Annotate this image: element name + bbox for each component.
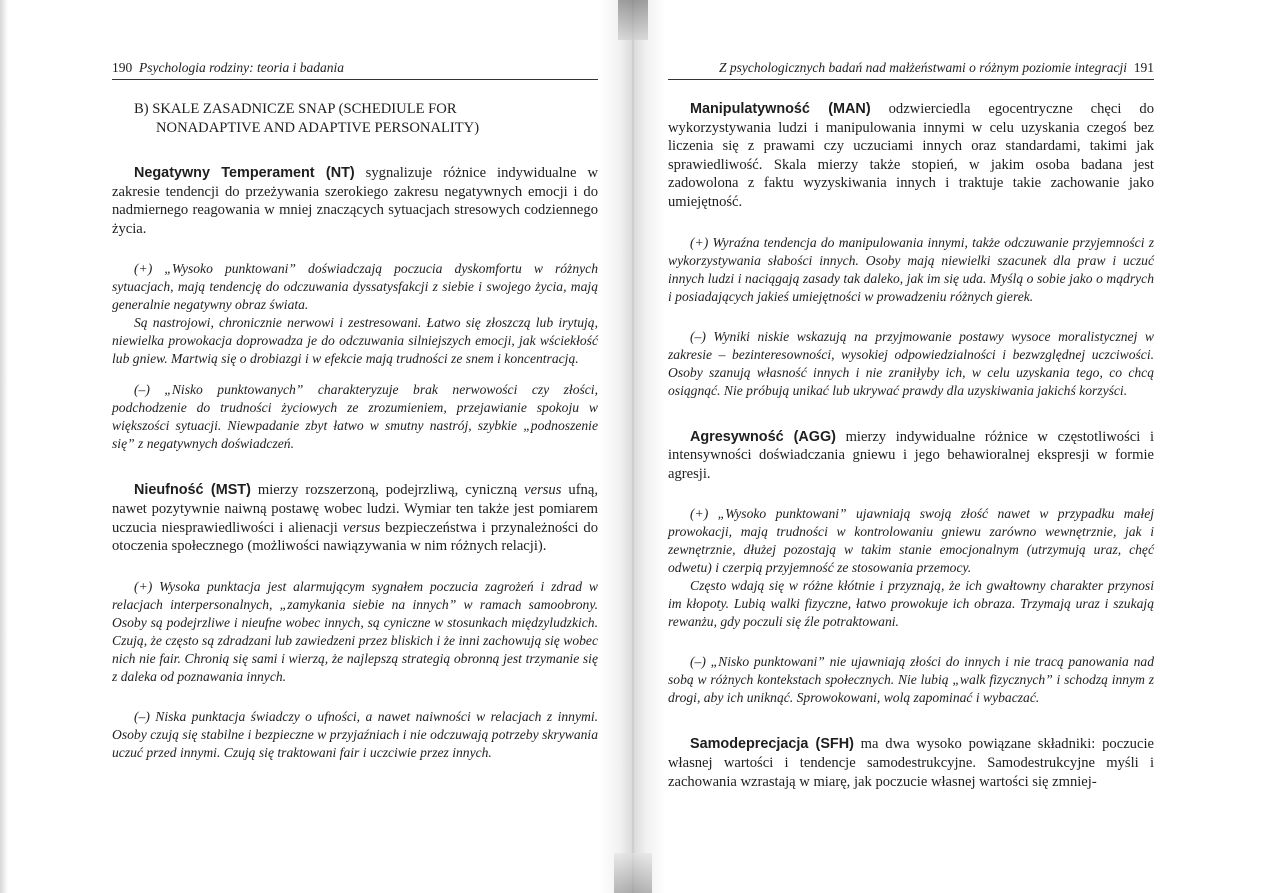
agg-high-scores-cont: Często wdają się w różne kłótnie i przyznają, że ich gwałtowny charakter przynosi im kłopoty. Lubią walki fizyczne, łatwo prowokuje ich obraza. Trzymają uraz i szukają rewanżu, gdy poczuli się źle potraktowani. (668, 578, 1154, 630)
page-number: 191 (1133, 60, 1154, 75)
nt-low-scores: (–) „Nisko punktowanych” charakteryzuje brak nerwowości czy złości, podchodzenie do trudności życiowych ze zrozumieniem, przejawianie spokoju w większości sytuacji. Niewpadanie zbyt łatwo w smutny nastrój, szybkie „podnoszenie się” z negatywnych doświadczeń. (112, 382, 598, 452)
agg-low-scores: (–) „Nisko punktowani” nie ujawniają złości do innych i nie tracą panowania nad sobą w różnych kontekstach społecznych. Nie lubią „walk fizycznych” i schodzą innym z drogi, aby ich uniknąć. Sprowokowani, wolą zapominać i wybaczać. (668, 654, 1154, 706)
mst-low-scores: (–) Niska punktacja świadczy o ufności, a nawet naiwności w relacjach z innymi. Osoby czują się stabilne i bezpieczne w przyjaźniach i nie odczuwają potrzeby skrywania uczuć przed innymi. Czują się traktowani fair i uczciwie przez innych. (112, 708, 598, 760)
mst-term: Nieufność (MST) (134, 482, 251, 499)
left-page (0, 0, 630, 893)
man-term: Manipulatywność (MAN) (690, 101, 871, 117)
page-number: 190 (112, 60, 133, 75)
mst-high-scores: (+) Wysoka punktacja jest alarmującym sygnałem poczucia zagrożeń i zdrad w relacjach interpersonalnych, „zamykania siebie na innych” w ramach samoobrony. Osoby są podejrzliwe i nieufne wobec innych, są cyniczne w stosunkach międzyludzkich. Czują, że często są zdradzani lub zawiedzeni przez bliskich i że inni zachowują się wobec nich nie fair. Chronią się sami i wierzą, że najlepszą strategią obronną jest trzymanie się z daleka od poznawania innych. (112, 578, 598, 684)
mst-definition: Nieufność (MST) mierzy rozszerzoną, podejrzliwą, cyniczną versus ufną, nawet pozytywnie naiwną postawę wobec ludzi. Wymiar ten także jest pomiarem uczucia niesprawiedliwości i alienacji versus bezpieczeństwa i przynależności do otoczenia społecznego (możliwości nawiązywania w nim różnych relacji). (112, 482, 598, 555)
agg-term: Agresywność (AGG) (690, 428, 836, 445)
nt-definition: Negatywny Temperament (NT) sygnalizuje różnice indywidualne w zakresie tendencji do przeżywania szerokiego zakresu negatywnych emocji i do nadmiernego reagowania w mniej znaczących sytuacjach stresowych codziennego życia. (112, 165, 598, 237)
nt-high-scores: (+) „Wysoko punktowani” doświadczają poczucia dyskomfortu w różnych sytuacjach, mają tendencję do odczuwania dyssatysfakcji z siebie i swojego życia, mają generalnie negatywny obraz świata. (112, 261, 598, 313)
nt-term: Negatywny Temperament (NT) (134, 165, 355, 181)
man-high-scores: (+) Wyraźna tendencja do manipulowania innymi, także odczuwanie przyjemności z wykorzystywania słabości innych. Osoby mają niewielki szacunek dla praw i uczuć innych ludzi i naciągają zasady tak daleko, jak im się uda. Myślą o sobie jako o mądrych i posiadających jakieś umiejętności w prowadzeniu różnych gierek. (668, 234, 1154, 304)
left-running-header (112, 60, 598, 80)
running-title: Psychologia rodziny: teoria i badania (139, 60, 344, 75)
section-title: B) SKALE ZASADNICZE SNAP (SCHEDIULE FOR NONADAPTIVE AND ADAPTIVE PERSONALITY) (134, 101, 480, 136)
right-page (632, 0, 1263, 893)
right-running-header (668, 60, 1154, 80)
man-definition: Manipulatywność (MAN) odzwierciedla egocentryczne chęci do wykorzystywania ludzi i manipulowania innymi w celu uzyskania czegoś bez liczenia się z prawami czy uczuciami innych oraz standardami, takimi jak sprawiedliwość. Skala mierzy także stopień, w jakim osoba badana jest zadowolona z faktu wyzyskiwania innych i traktuje takie zachowanie jako umiejętność. (668, 101, 1154, 210)
sfh-definition: Samodeprecjacja (SFH) ma dwa wysoko powiązane składniki: poczucie własnej wartości i tendencje samodestrukcyjne. Samodestrukcyjne myśli i zachowania wzrastają w miarę, jak poczucie własnej wartości się zmniej- (668, 736, 1154, 790)
sfh-term: Samodeprecjacja (SFH) (690, 736, 854, 753)
left-content (112, 100, 598, 762)
nt-high-scores-cont: Są nastrojowi, chronicznie nerwowi i zestresowani. Łatwo się złoszczą lub irytują, niewielka prowokacja doprowadza je do odczuwania silniejszych emocji, jak wściekłość lub gniew. Martwią się o drobiazgi i w efekcie mają trudności ze snem i koncentracją. (112, 315, 598, 367)
agg-definition: Agresywność (AGG) mierzy indywidualne różnice w częstotliwości i intensywności doświadczania gniewu i jego behawioralnej ekspresji w formie agresji. (668, 428, 1154, 482)
man-low-scores: (–) Wyniki niskie wskazują na przyjmowanie postawy wysoce moralistycznej w zakresie – bezinteresowności, wysokiej odpowiedzialności i bezwzględnej uczciwości. Osoby szanują własność innych i nie zraniłyby ich, w celu uzyskania tego, co chcą osiągnąć. Nie próbują unikać lub ukrywać prawdy dla uzyskiwania jakichś korzyści. (668, 328, 1154, 398)
right-content (668, 100, 1154, 791)
running-title: Z psychologicznych badań nad małżeństwami o różnym poziomie integracji (719, 60, 1127, 75)
agg-high-scores: (+) „Wysoko punktowani” ujawniają swoją złość nawet w przypadku małej prowokacji, mają trudności w kontrolowaniu gniewu zarówno wewnętrznie, jak i zewnętrznie, dłużej pozostają w takim stanie emocjonalnym (utrzymują uraz, chęć odwetu) i czerpią przyjemność ze stosowania przemocy. (668, 506, 1154, 576)
